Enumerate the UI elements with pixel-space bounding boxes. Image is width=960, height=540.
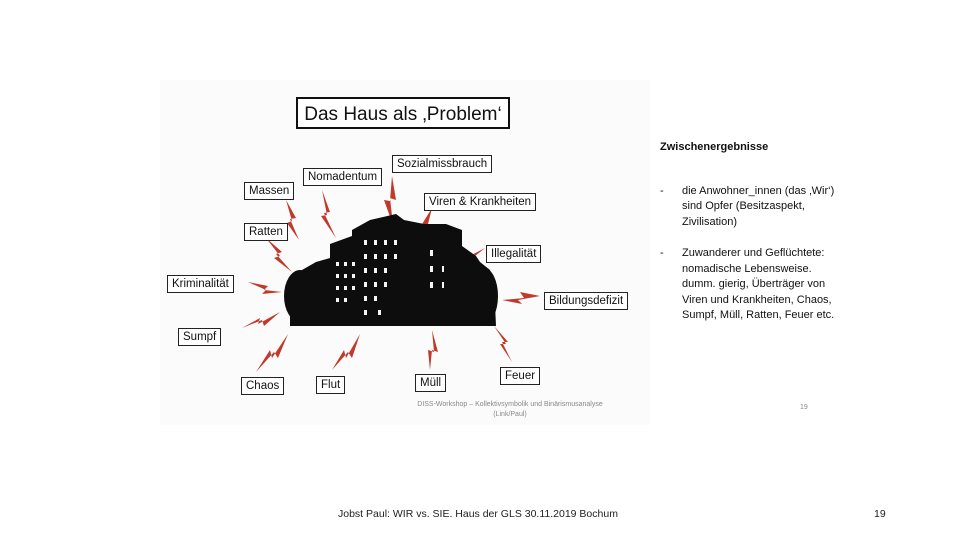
spike-sumpf — [242, 312, 280, 328]
figure-caption — [380, 400, 640, 420]
label-muell: Müll — [415, 374, 446, 392]
label-feuer: Feuer — [500, 367, 540, 385]
spike-bildung — [502, 292, 540, 304]
figure-title: Das Haus als ‚Problem‘ — [296, 97, 510, 129]
label-sozialmissbrauch: Sozialmissbrauch — [392, 155, 492, 173]
bullet-dash: - — [660, 184, 664, 197]
label-flut: Flut — [316, 376, 345, 394]
list-item — [660, 246, 840, 324]
notes-heading: Zwischenergebnisse — [660, 141, 769, 153]
footer-text: Jobst Paul: WIR vs. SIE. Haus der GLS 30.11.2019 Bochum — [338, 508, 618, 520]
caption-line-2: (Link/Paul) — [493, 411, 527, 418]
caption-line-1: DISS-Workshop – Kollektivsymbolik und Binärismusanalyse — [417, 401, 603, 408]
building-silhouette — [284, 214, 498, 326]
bullet-dash: - — [660, 247, 664, 259]
spike-massen — [286, 200, 299, 240]
label-illegalitaet: Illegalität — [486, 245, 541, 263]
spike-krim — [248, 282, 282, 294]
list-item — [660, 184, 840, 231]
spike-ratten — [266, 238, 292, 272]
list-item-text: die Anwohner_innen (das ‚Wir‘) sind Opfer (Besitzaspekt, Zivilisation) — [682, 184, 835, 228]
label-nomadentum: Nomadentum — [303, 168, 382, 186]
spike-feuer — [494, 326, 512, 362]
spike-nomadentum — [321, 190, 336, 238]
label-bildungsdefizit: Bildungsdefizit — [544, 292, 628, 310]
figure-number: 19 — [800, 404, 808, 411]
page-number: 19 — [874, 508, 886, 520]
list-item-text: Zuwanderer und Geflüchtete: nomadische Lebensweise. dumm. gierig, Überträger von Viren und Krankheiten, Chaos, Sumpf, Müll, Ratten, Feuer etc. — [682, 247, 835, 321]
spike-flut — [332, 334, 360, 370]
label-ratten: Ratten — [244, 223, 288, 241]
label-kriminalitaet: Kriminalität — [167, 275, 234, 293]
spike-chaos — [256, 334, 288, 372]
label-massen: Massen — [244, 182, 294, 200]
label-viren: Viren & Krankheiten — [424, 193, 536, 211]
spike-muell — [428, 330, 438, 370]
label-sumpf: Sumpf — [178, 328, 221, 346]
label-chaos: Chaos — [241, 377, 284, 395]
notes-panel — [660, 140, 840, 340]
